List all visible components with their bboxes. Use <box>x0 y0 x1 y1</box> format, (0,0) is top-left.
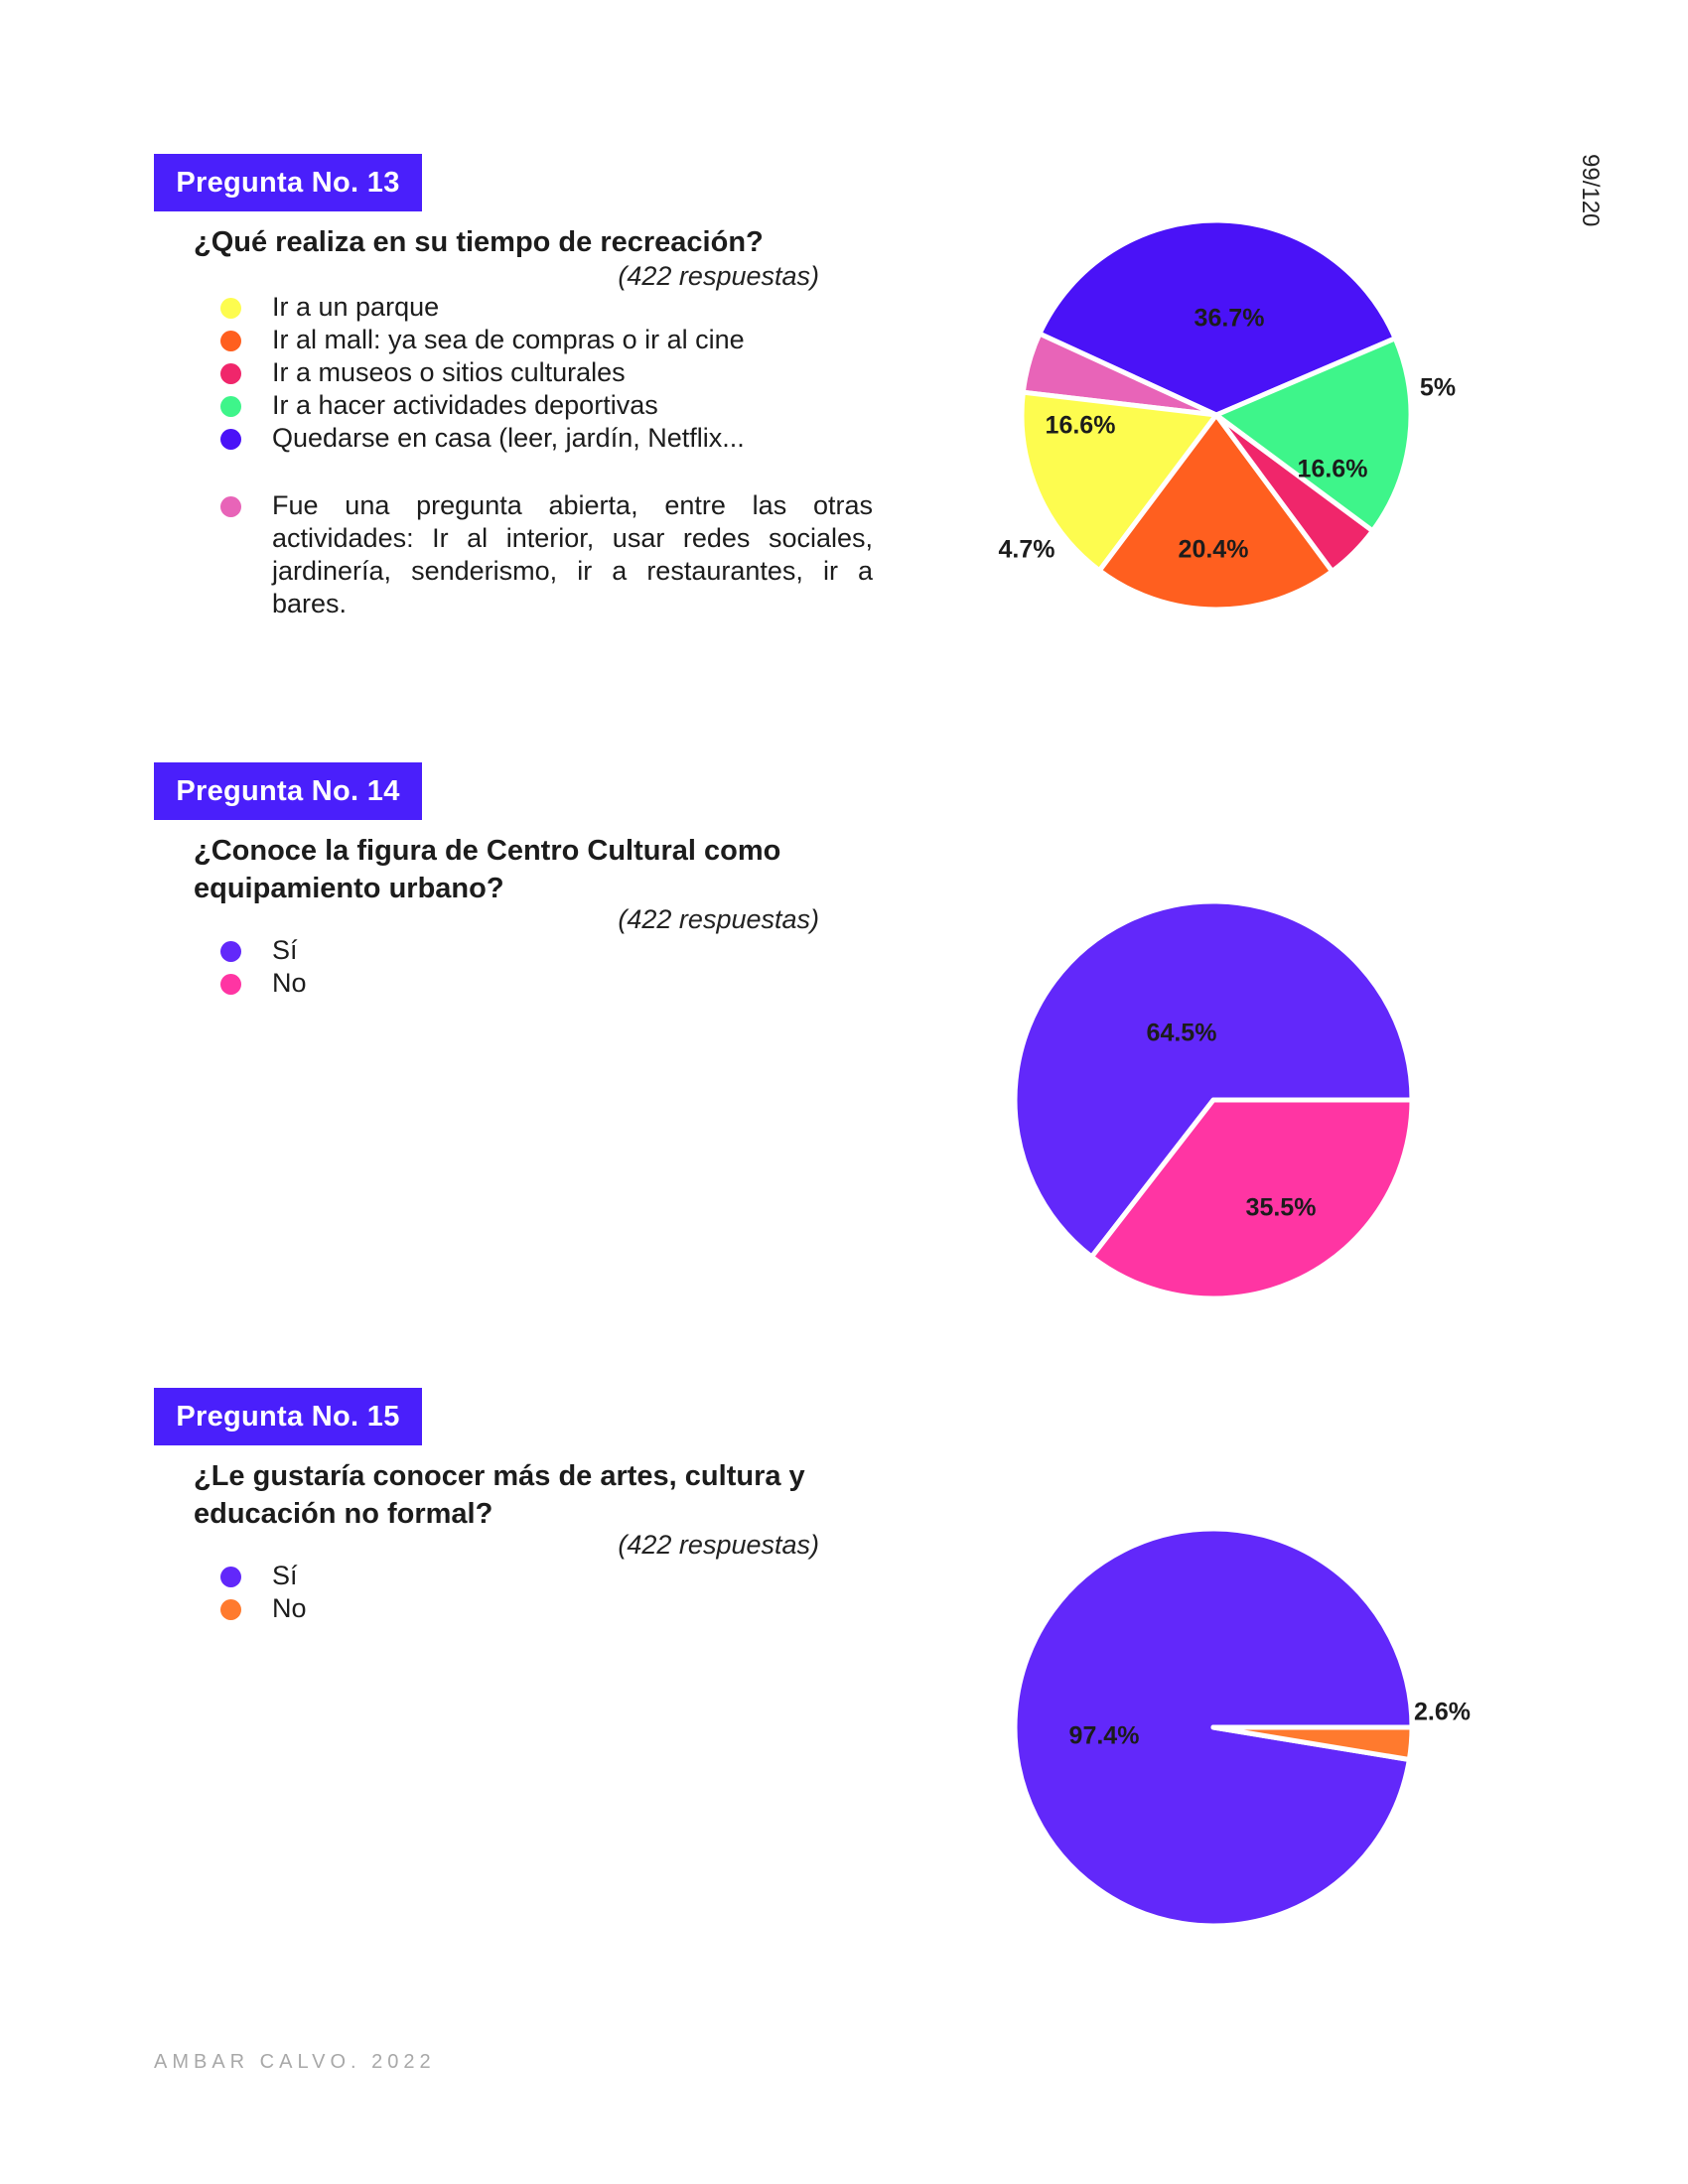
legend <box>220 1560 307 1625</box>
legend-item <box>220 324 745 356</box>
question-text: ¿Conoce la figura de Centro Cultural como equipamiento urbano? <box>194 835 781 904</box>
legend-dot <box>220 941 241 962</box>
legend-dot <box>220 1599 241 1620</box>
legend-dot <box>220 396 241 417</box>
pie-slice-label: 4.7% <box>998 535 1055 564</box>
legend-dot <box>220 363 241 384</box>
legend-label: No <box>272 1593 307 1623</box>
pie-chart-q14 <box>983 874 1460 1330</box>
legend-item <box>220 291 745 324</box>
pie-chart-q15 <box>983 1499 1539 1956</box>
legend-item <box>220 1560 307 1592</box>
legend-note-text: Fue una pregunta abierta, entre las otras actividades: Ir al interior, usar redes sociales, jardinería, senderismo, ir a restaurantes, ir a bares. <box>272 490 873 618</box>
pie-slice-label: 2.6% <box>1414 1698 1471 1726</box>
legend-label: Sí <box>272 1561 298 1590</box>
question-text: ¿Le gustaría conocer más de artes, cultura y educación no formal? <box>194 1460 805 1530</box>
legend-dot <box>220 1567 241 1587</box>
responses-count: (422 respuestas) <box>618 1530 819 1560</box>
legend <box>220 291 745 455</box>
pie-slice-label: 64.5% <box>1146 1019 1217 1047</box>
pie-slice-label: 16.6% <box>1297 455 1368 483</box>
page-number: 99/120 <box>1577 154 1604 227</box>
legend-item <box>220 967 307 1000</box>
pie-slice-label: 35.5% <box>1245 1193 1317 1222</box>
legend-label: Ir a un parque <box>272 292 440 322</box>
legend-item <box>220 389 745 422</box>
question-badge: Pregunta No. 13 <box>154 154 422 211</box>
legend-dot <box>220 429 241 450</box>
pie-slice-label: 97.4% <box>1068 1721 1140 1750</box>
legend-label: Ir al mall: ya sea de compras o ir al cine <box>272 325 745 354</box>
pie-slice-label: 16.6% <box>1045 411 1116 440</box>
pie-slice-label: 5% <box>1419 373 1457 402</box>
legend-dot <box>220 331 241 351</box>
legend-label: Ir a hacer actividades deportivas <box>272 390 658 420</box>
question-badge: Pregunta No. 14 <box>154 762 422 820</box>
responses-count: (422 respuestas) <box>618 904 819 934</box>
pie-chart-q13 <box>943 179 1539 655</box>
legend-dot <box>220 298 241 319</box>
legend-dot <box>220 974 241 995</box>
legend-label: Quedarse en casa (leer, jardín, Netflix... <box>272 423 745 453</box>
legend-item <box>220 1592 307 1625</box>
legend-item <box>220 934 307 967</box>
legend-item <box>220 422 745 455</box>
legend-item <box>220 356 745 389</box>
legend-label: No <box>272 968 307 998</box>
legend-label: Ir a museos o sitios culturales <box>272 357 626 387</box>
footer-author: AMBAR CALVO. 2022 <box>154 2051 436 2073</box>
pie-slice-label: 36.7% <box>1194 304 1265 333</box>
pie-slice-label: 20.4% <box>1178 535 1249 564</box>
legend <box>220 934 307 1000</box>
responses-count: (422 respuestas) <box>618 261 819 291</box>
legend-dot <box>220 496 241 517</box>
question-badge: Pregunta No. 15 <box>154 1388 422 1445</box>
question-text: ¿Qué realiza en su tiempo de recreación? <box>194 226 764 258</box>
legend-label: Sí <box>272 935 298 965</box>
legend-note <box>220 489 873 620</box>
